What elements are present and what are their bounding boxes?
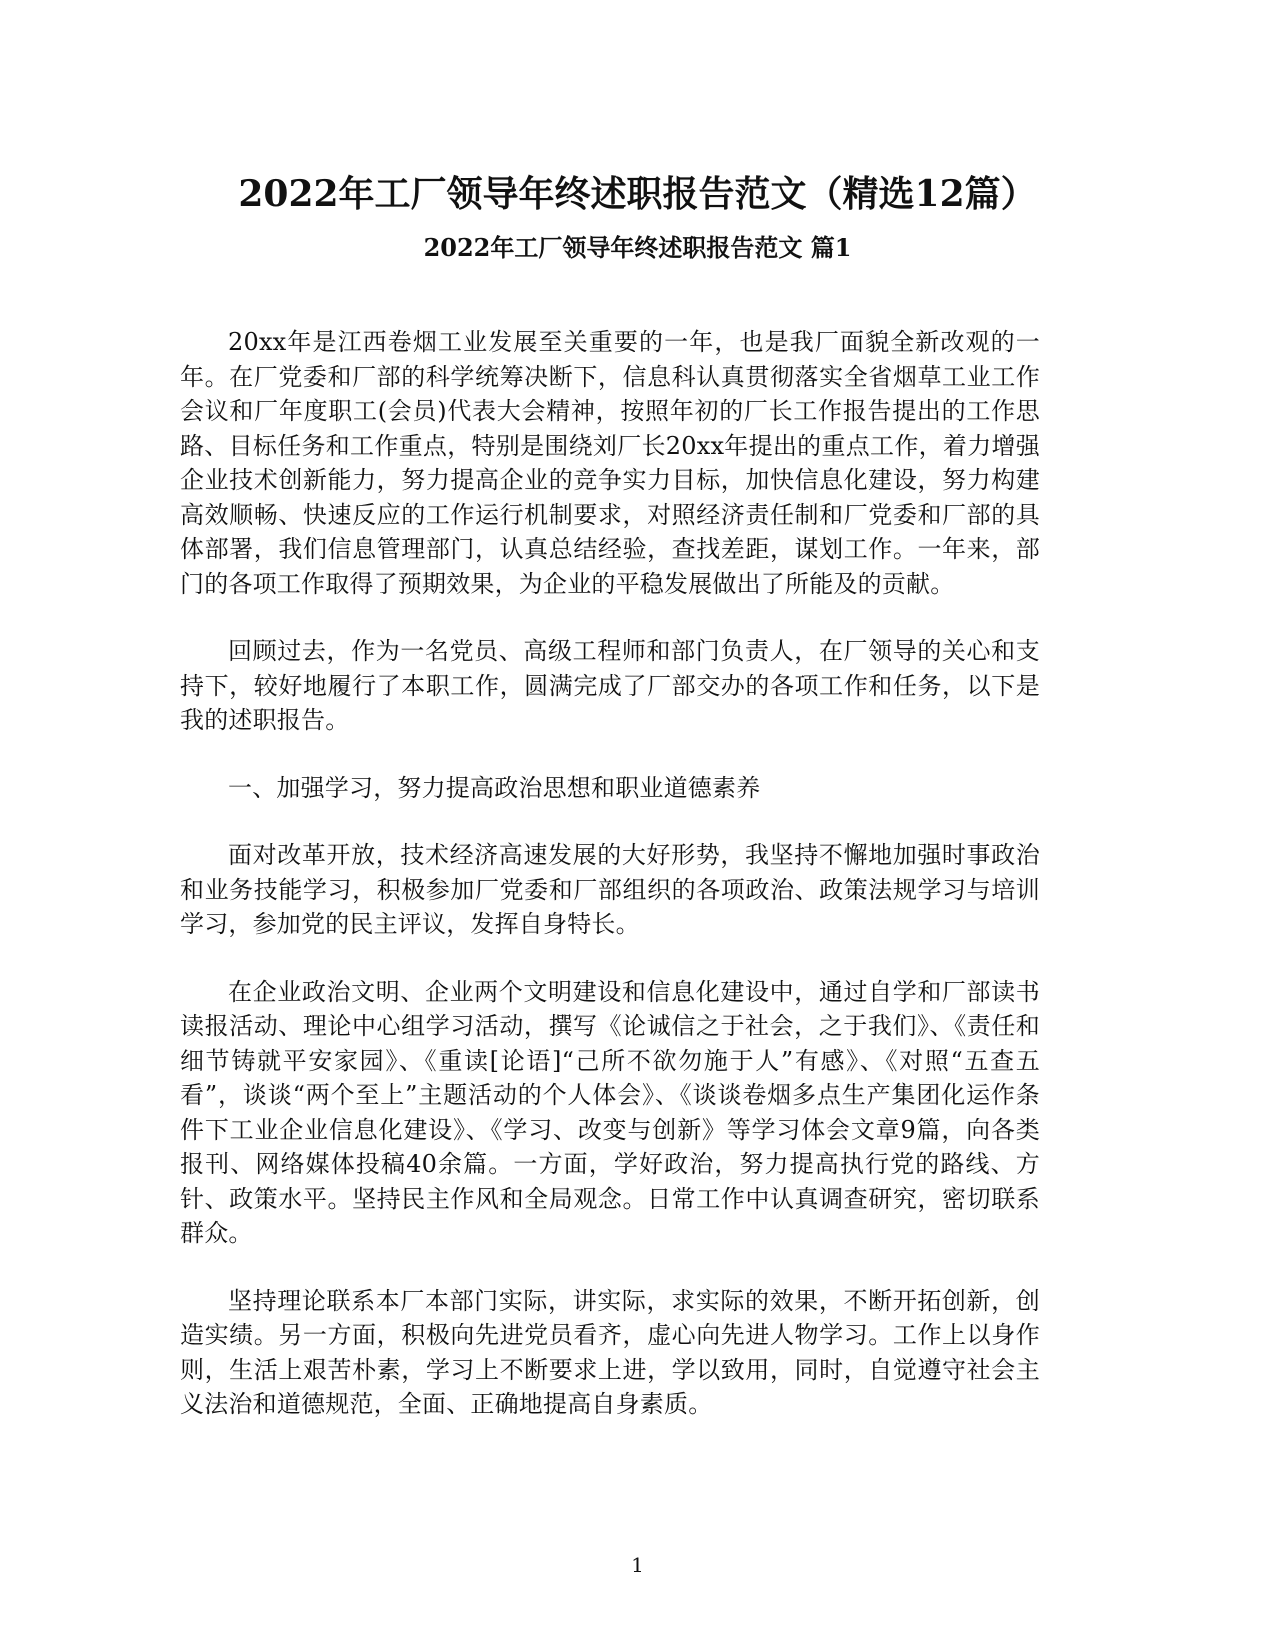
paragraph-review: 回顾过去，作为一名党员、高级工程师和部门负责人，在厂领导的关心和支持下，较好地履行了本职工作，圆满完成了厂部交办的各项工作和任务，以下是我的述职报告。 (180, 637, 1040, 734)
section-heading-1: 一、加强学习，努力提高政治思想和职业道德素养 (228, 773, 761, 802)
paragraph-study: 面对改革开放，技术经济高速发展的大好形势，我坚持不懈地加强时事政治和业务技能学习，积极参加厂党委和厂部组织的各项政治、政策法规学习与培训学习，参加党的民主评议，发挥自身特长。 (180, 841, 1040, 938)
page-number: 1 (631, 1553, 644, 1577)
paragraph-intro: 20xx年是江西卷烟工业发展至关重要的一年，也是我厂面貌全新改观的一年。在厂党委和厂部的科学统筹决断下，信息科认真贯彻落实全省烟草工业工作会议和厂年度职工(会员)代表大会精神，按照年初的厂长工作报告提出的工作思路、目标任务和工作重点，特别是围绕刘厂长20xx年提出的重点工作，着力增强企业技术创新能力，努力提高企业的竞争实力目标，加快信息化建设，努力构建高效顺畅、快速反应的工作运行机制要求，对照经济责任制和厂党委和厂部的具体部署，我们信息管理部门，认真总结经验，查找差距，谋划工作。一年来，部门的各项工作取得了预期效果，为企业的平稳发展做出了所能及的贡献。 (180, 328, 1040, 598)
paragraph-practice: 坚持理论联系本厂本部门实际，讲实际，求实际的效果，不断开拓创新，创造实绩。另一方面，积极向先进党员看齐，虚心向先进人物学习。工作上以身作则，生活上艰苦朴素，学习上不断要求上进，学以致用，同时，自觉遵守社会主义法治和道德规范，全面、正确地提高自身素质。 (180, 1286, 1040, 1418)
paragraph-articles: 在企业政治文明、企业两个文明建设和信息化建设中，通过自学和厂部读书读报活动、理论中心组学习活动，撰写《论诚信之于社会，之于我们》、《责任和细节铸就平安家园》、《重读[论语]“己所不欲勿施于人”有感》、《对照“五查五看”，谈谈“两个至上”主题活动的个人体会》、《谈谈卷烟多点生产集团化运作条件下工业企业信息化建设》、《学习、改变与创新》等学习体会文章9篇，向各类报刊、网络媒体投稿40余篇。一方面，学好政治，努力提高执行党的路线、方针、政策水平。坚持民主作风和全局观念。日常工作中认真调查研究，密切联系群众。 (180, 977, 1040, 1247)
document-title: 2022年工厂领导年终述职报告范文（精选12篇） (238, 173, 1037, 215)
section-title: 2022年工厂领导年终述职报告范文 篇1 (423, 233, 852, 262)
document-body (180, 325, 1040, 1455)
